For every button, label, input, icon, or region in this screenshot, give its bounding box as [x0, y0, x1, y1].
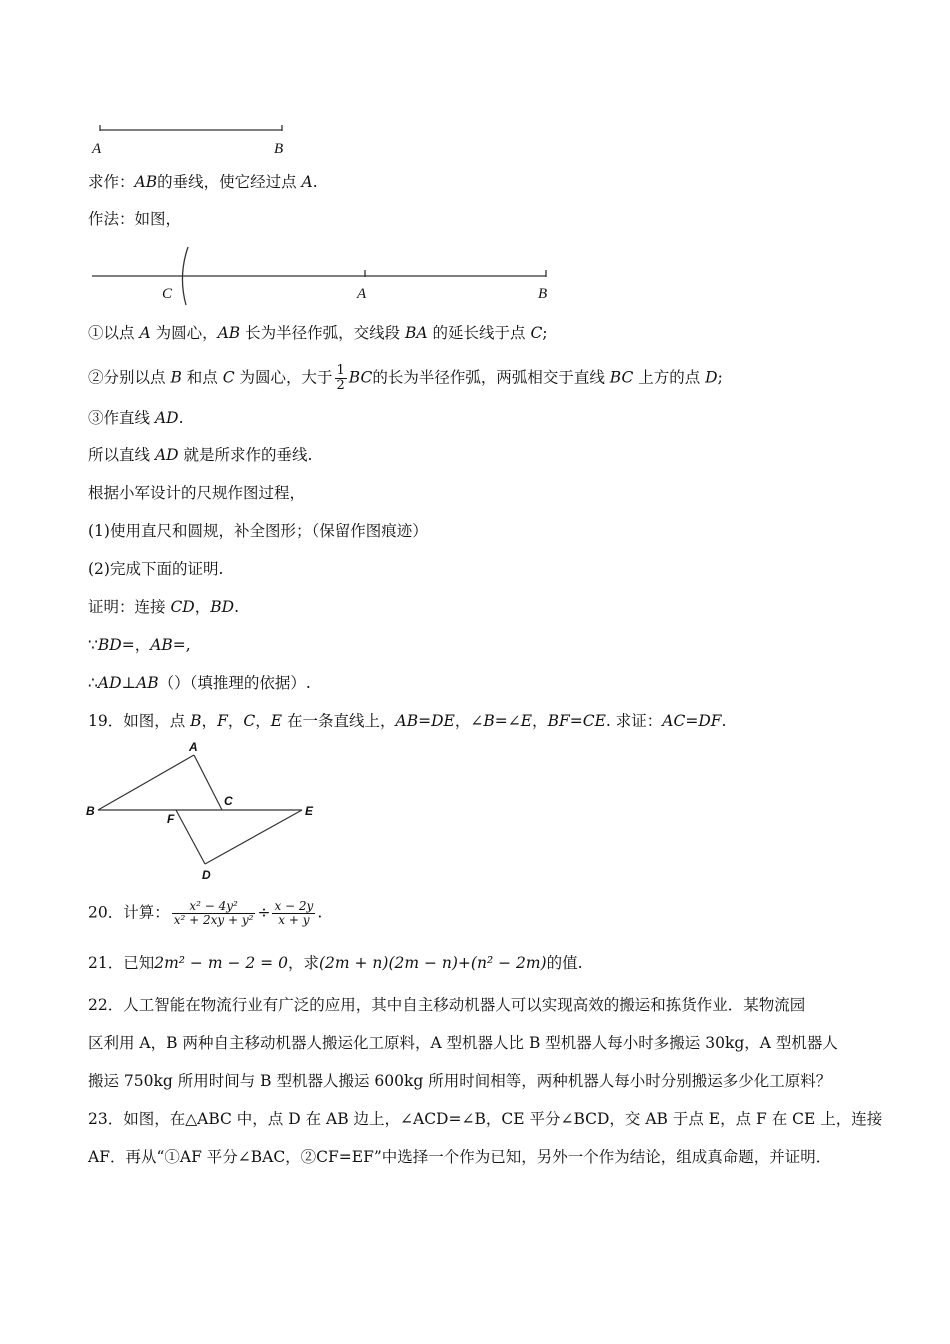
fraction-half: $\frac{1}{2}$ — [336, 363, 345, 393]
tri-label-b: B — [86, 804, 95, 818]
fraction-2: $\frac{x - 2y}{x + y}$ — [274, 899, 314, 927]
question-1: (1)使用直尺和圆规，补全图形；（保留作图痕迹） — [88, 522, 428, 540]
step-2: ②分别以点 B 和点 C 为圆心，大于 $\frac{1}{2}$ BC的长为半径作弧，两弧相交于直线 BC 上方的点 D; — [88, 363, 723, 393]
problem-22-line-2: 区利用 A，B 两种自主移动机器人搬运化工原料，A 型机器人比 B 型机器人每小时多搬运 30kg，A 型机器人 — [88, 1034, 838, 1052]
problem-22-line-1: 22．人工智能在物流行业有广泛的应用，其中自主移动机器人可以实现高效的搬运和拣货作业．某物流园 — [88, 996, 806, 1014]
tri-label-c: C — [224, 794, 233, 808]
conclusion: 所以直线 AD 就是所求作的垂线. — [88, 446, 313, 464]
proof-line-3: ∴AD⊥AB（）（填推理的依据）. — [88, 674, 311, 692]
label-b: B — [274, 141, 284, 157]
label-a2: A — [357, 286, 367, 302]
problem-22-line-3: 搬运 750kg 所用时间与 B 型机器人搬运 600kg 所用时间相等，两种机器人每小时分别搬运多少化工原料？ — [88, 1072, 832, 1090]
problem-23-line-1: 23．如图，在△ABC 中，点 D 在 AB 边上，∠ACD=∠B，CE 平分∠BCD，交 AB 于点 E，点 F 在 CE 上，连接 — [88, 1110, 883, 1128]
problem-20: 20．计算： $\frac{\text{x² − 4y²}}{\text{x² + 2xy + y²}}$ ÷ $\frac{x - 2y}{x + y}$ . — [88, 899, 323, 927]
problem-21: 21．已知2m² − m − 2 = 0，求(2m + n)(2m − n)+(n² − 2m)的值. — [88, 954, 583, 972]
proof-line-1: 证明：连接 CD，BD. — [88, 598, 240, 616]
problem-19: 19．如图，点 B，F，C，E 在一条直线上，AB=DE，∠B=∠E，BF=CE. 求证：AC=DF. — [88, 712, 727, 730]
step-3: ③作直线 AD. — [88, 409, 184, 427]
question-2: (2)完成下面的证明. — [88, 560, 224, 578]
fraction-1: $\frac{\text{x² − 4y²}}{\text{x² + 2xy + y²}}$ — [173, 899, 254, 927]
label-b2: B — [538, 286, 548, 302]
problem-23-line-2: AF．再从“①AF 平分∠BAC，②CF=EF”中选择一个作为已知，另外一个作为结论，组成真命题，并证明． — [88, 1148, 832, 1166]
tri-label-d: D — [202, 868, 211, 882]
label-a: A — [92, 141, 102, 157]
instruction: 根据小军设计的尺规作图过程， — [88, 484, 306, 502]
label-c: C — [162, 286, 173, 302]
task-statement: 求作：AB的垂线，使它经过点 A. — [88, 173, 318, 191]
tri-label-e: E — [305, 804, 314, 818]
proof-line-2: ∵BD=，AB=, — [88, 636, 191, 654]
tri-label-a: A — [189, 740, 198, 754]
step-1: ①以点 A 为圆心，AB 长为半径作弧，交线段 BA 的延长线于点 C; — [88, 324, 548, 342]
tri-label-f: F — [167, 812, 175, 826]
method-heading: 作法：如图， — [88, 210, 182, 228]
